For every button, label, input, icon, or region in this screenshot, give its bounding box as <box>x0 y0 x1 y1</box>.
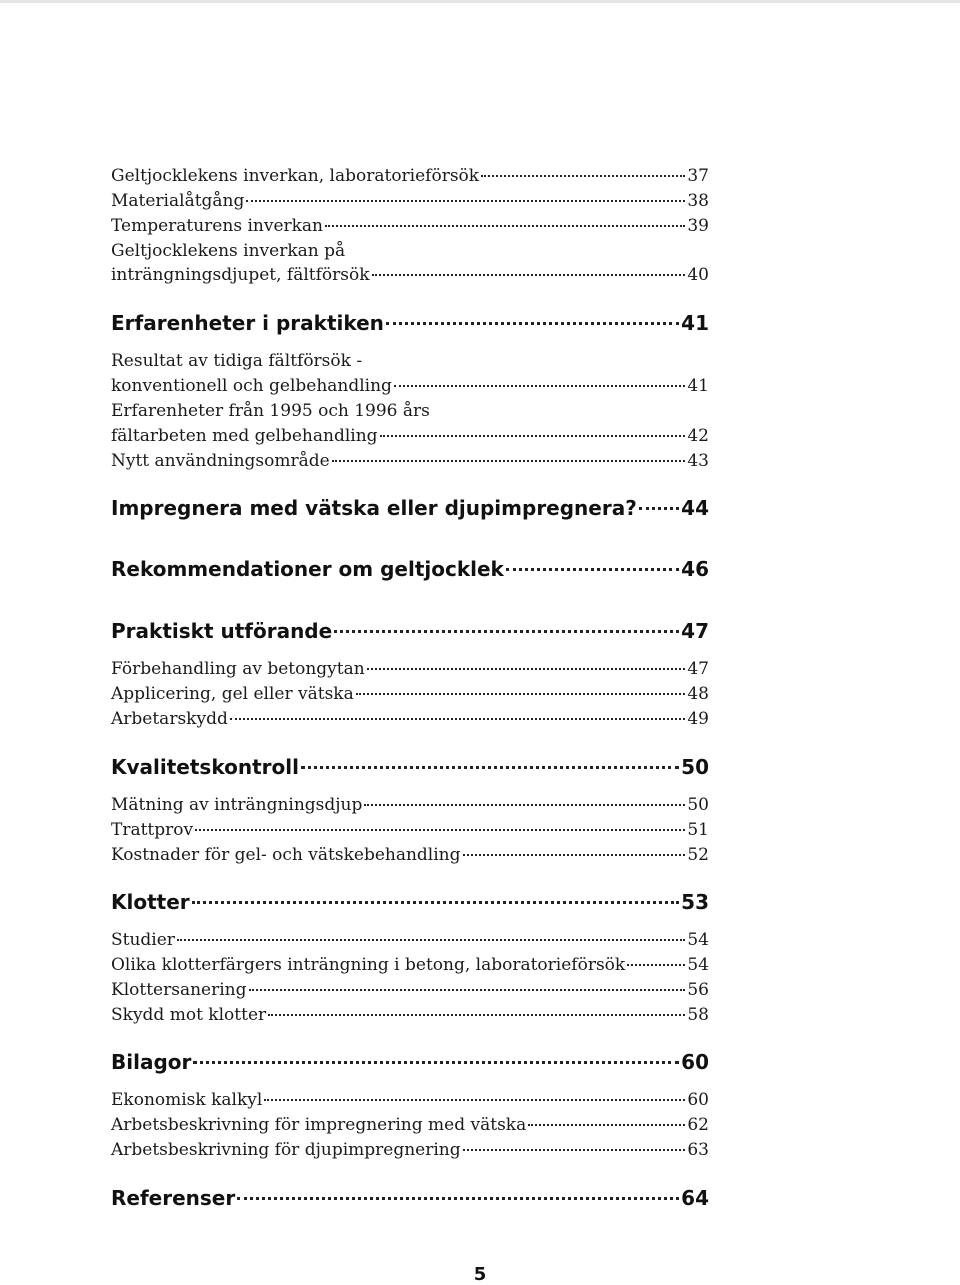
dot-leader <box>246 200 685 202</box>
toc-entry[interactable] <box>111 216 709 236</box>
toc-entry[interactable] <box>111 930 709 950</box>
toc-entry-title: Bilagor <box>111 1050 192 1074</box>
toc-entry-title: Praktiskt utförande <box>111 619 333 643</box>
toc-entry-title: Studier <box>111 930 175 950</box>
toc-entry-title: Arbetsbeskrivning för djupimpregnering <box>111 1140 461 1160</box>
toc-entry[interactable] <box>111 451 709 471</box>
dot-leader <box>332 460 686 462</box>
dot-leader <box>264 1099 685 1101</box>
toc-section-heading[interactable] <box>111 890 709 914</box>
toc-entry-page: 62 <box>687 1115 709 1135</box>
dot-leader <box>506 568 679 571</box>
toc-entry[interactable] <box>111 1115 709 1135</box>
toc-entry-page: 46 <box>681 557 709 581</box>
toc-entry-title: Impregnera med vätska eller djupimpregnera? <box>111 496 637 520</box>
toc-entry[interactable] <box>111 166 709 186</box>
toc-entry-page: 47 <box>687 659 709 679</box>
toc-entry-title: Nytt användningsområde <box>111 451 330 471</box>
toc-entry-page: 41 <box>687 376 709 396</box>
dot-leader <box>463 854 686 856</box>
dot-leader <box>639 507 679 510</box>
toc-section-heading[interactable] <box>111 1186 709 1210</box>
toc-entry[interactable] <box>111 955 709 975</box>
toc-section-heading[interactable] <box>111 619 709 643</box>
dot-leader <box>627 964 685 966</box>
dot-leader <box>237 1197 679 1200</box>
dot-leader <box>528 1124 685 1126</box>
toc-entry-title: fältarbeten med gelbehandling <box>111 426 378 446</box>
dot-leader <box>386 322 679 325</box>
dot-leader <box>230 718 686 720</box>
dot-leader <box>301 766 679 769</box>
dot-leader <box>364 804 685 806</box>
dot-leader <box>372 274 686 276</box>
dot-leader <box>356 693 686 695</box>
toc-entry-title: Skydd mot klotter <box>111 1005 267 1025</box>
toc-entry-page: 40 <box>687 265 709 285</box>
toc-entry-title-line1[interactable]: Geltjocklekens inverkan på <box>111 241 346 261</box>
toc-entry-page: 51 <box>687 820 709 840</box>
toc-entry[interactable] <box>111 659 709 679</box>
dot-leader <box>192 901 680 904</box>
dot-leader <box>325 225 685 227</box>
toc-entry-page: 53 <box>681 890 709 914</box>
dot-leader <box>193 1061 679 1064</box>
toc-entry-page: 43 <box>687 451 709 471</box>
toc-entry-page: 54 <box>687 930 709 950</box>
dot-leader <box>463 1149 686 1151</box>
page-number: 5 <box>473 1264 487 1285</box>
toc-entry-title: Trattprov <box>111 820 194 840</box>
toc-entry[interactable] <box>111 1090 709 1110</box>
toc-entry-page: 50 <box>681 755 709 779</box>
toc-entry-page: 38 <box>687 191 709 211</box>
toc-entry-title: Kostnader för gel- och vätskebehandling <box>111 845 461 865</box>
toc-entry-title: Temperaturens inverkan <box>111 216 324 236</box>
dot-leader <box>334 630 679 633</box>
toc-entry-title-line1[interactable]: Erfarenheter från 1995 och 1996 års <box>111 401 430 421</box>
toc-entry-page: 39 <box>687 216 709 236</box>
toc-entry-page: 60 <box>687 1090 709 1110</box>
dot-leader <box>367 668 686 670</box>
top-rule <box>0 0 960 3</box>
dot-leader <box>394 385 685 387</box>
toc-entry-page: 60 <box>681 1050 709 1074</box>
toc-entry-title: Olika klotterfärgers inträngning i betong, laboratorieförsök <box>111 955 626 975</box>
toc-entry-title: Materialåtgång <box>111 191 245 211</box>
toc-entry[interactable] <box>111 684 709 704</box>
toc-section-heading[interactable] <box>111 1050 709 1074</box>
toc-section-heading[interactable] <box>111 557 709 581</box>
toc-entry[interactable] <box>111 980 709 1000</box>
toc-entry-page: 44 <box>681 496 709 520</box>
toc-entry-page: 37 <box>687 166 709 186</box>
toc-entry[interactable] <box>111 709 709 729</box>
toc-entry-page: 64 <box>681 1186 709 1210</box>
toc-entry-page: 56 <box>687 980 709 1000</box>
toc-entry-page: 58 <box>687 1005 709 1025</box>
toc-entry[interactable] <box>111 1005 709 1025</box>
toc-entry-title: konventionell och gelbehandling <box>111 376 392 396</box>
toc-entry-title: Ekonomisk kalkyl <box>111 1090 263 1110</box>
toc-section-heading[interactable] <box>111 496 709 520</box>
toc-entry-title: Referenser <box>111 1186 236 1210</box>
dot-leader <box>249 989 686 991</box>
toc-entry-title-line1[interactable]: Resultat av tidiga fältförsök - <box>111 351 363 371</box>
toc-entry-title: Klotter <box>111 890 190 914</box>
toc-entry[interactable] <box>111 1140 709 1160</box>
toc-entry-title: Rekommendationer om geltjocklek <box>111 557 504 581</box>
toc-entry-title: inträngningsdjupet, fältförsök <box>111 265 370 285</box>
toc-entry-page: 52 <box>687 845 709 865</box>
dot-leader <box>195 829 685 831</box>
toc-entry-page: 63 <box>687 1140 709 1160</box>
toc-entry[interactable] <box>111 845 709 865</box>
toc-section-heading[interactable] <box>111 755 709 779</box>
toc-entry-title: Erfarenheter i praktiken <box>111 311 384 335</box>
toc-entry[interactable] <box>111 426 709 446</box>
toc-entry-page: 49 <box>687 709 709 729</box>
toc-section-heading[interactable] <box>111 311 709 335</box>
toc-entry-title: Kvalitetskontroll <box>111 755 299 779</box>
toc-entry-page: 47 <box>681 619 709 643</box>
toc-entry-title: Klottersanering <box>111 980 247 1000</box>
toc-entry-title: Förbehandling av betongytan <box>111 659 365 679</box>
dot-leader <box>177 939 685 941</box>
toc-entry[interactable] <box>111 265 709 285</box>
toc-entry-title: Arbetsbeskrivning för impregnering med vätska <box>111 1115 527 1135</box>
toc-entry-page: 42 <box>687 426 709 446</box>
toc-entry[interactable] <box>111 820 709 840</box>
dot-leader <box>268 1014 685 1016</box>
toc-entry[interactable] <box>111 376 709 396</box>
toc-entry-page: 41 <box>681 311 709 335</box>
toc-entry-page: 48 <box>687 684 709 704</box>
dot-leader <box>481 175 685 177</box>
toc-entry-title: Applicering, gel eller vätska <box>111 684 354 704</box>
toc-entry[interactable] <box>111 191 709 211</box>
toc-entry-title: Geltjocklekens inverkan, laboratorieförsök <box>111 166 480 186</box>
toc-entry-page: 50 <box>687 795 709 815</box>
dot-leader <box>380 435 686 437</box>
toc-entry-title: Arbetarskydd <box>111 709 228 729</box>
toc-entry[interactable] <box>111 795 709 815</box>
toc-entry-page: 54 <box>687 955 709 975</box>
toc-entry-title: Mätning av inträngningsdjup <box>111 795 363 815</box>
